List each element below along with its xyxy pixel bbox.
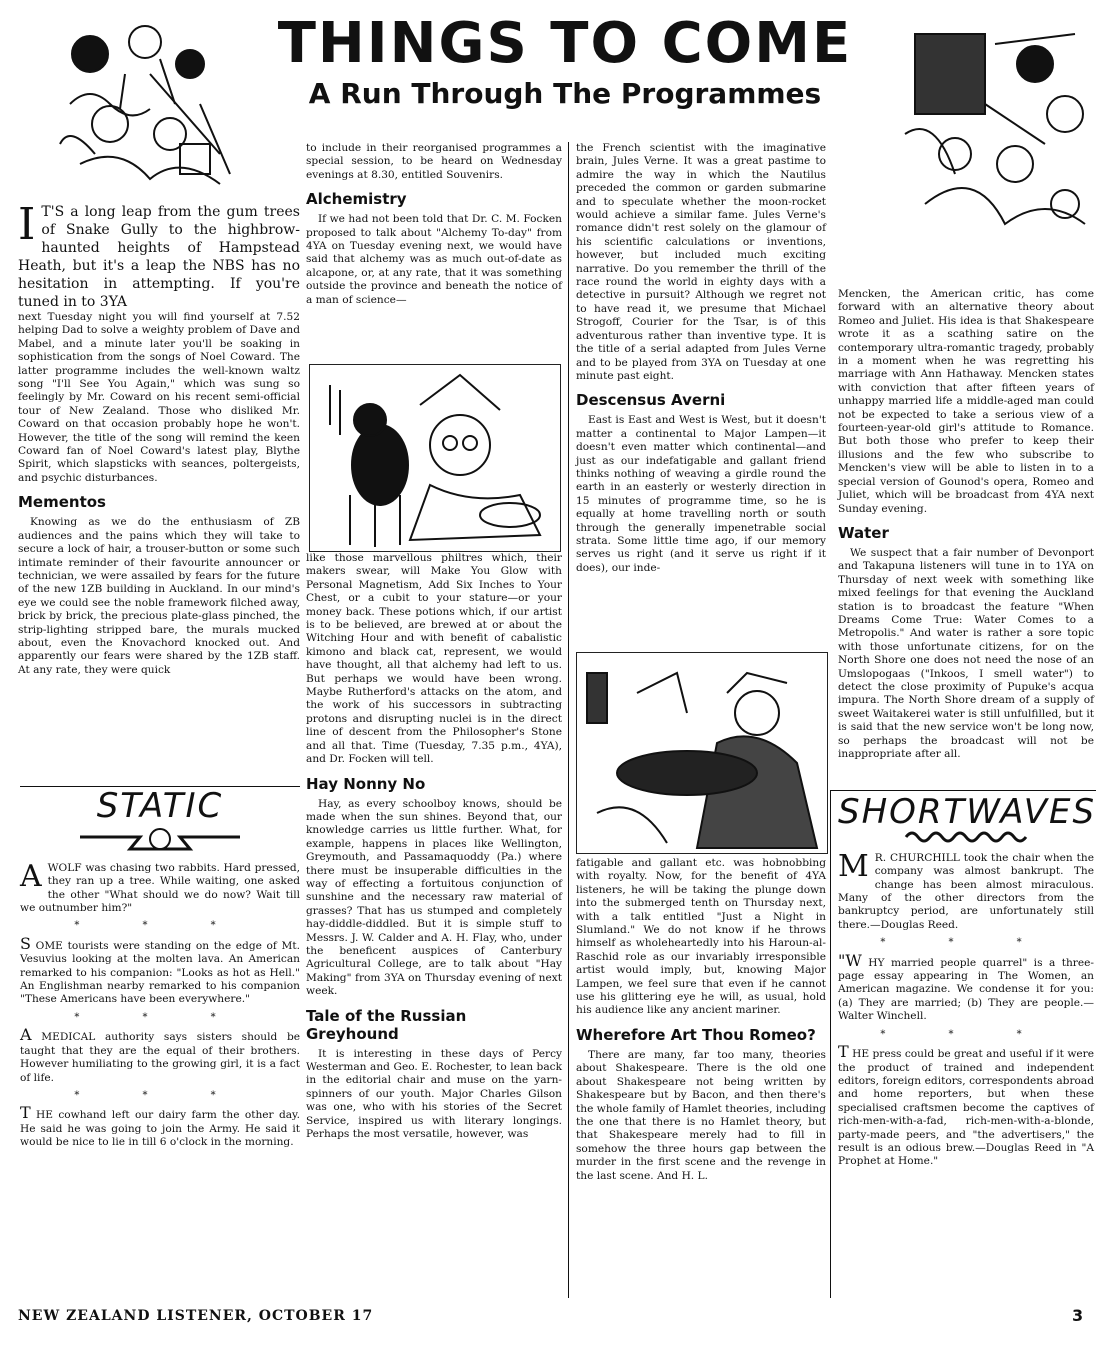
column-rule [568, 142, 569, 1298]
static-title: STATIC [96, 786, 224, 826]
band-illustration [50, 14, 240, 194]
section-body: If we had not been told that Dr. C. M. Focken proposed to talk about "Alchemy To-day" from 4YA on Tuesday evening next, we would have said that alchemy was as much out-of-date as alcapone, or, at any rate, that it was something outside the province and beneath the notice of a man of science— [306, 213, 562, 306]
static-item: S OME tourists were standing on the edge of Mt. Vesuvius looking at the molten lava. An American remarked to his companion: "Looks as hot as Hell." An Englishman nearby remarked to his companion "These Americans have been everywhere." [20, 933, 300, 1006]
section-body: There are many, far too many, theories about Shakespeare. There is the old one about Shakespeare not being written by Shakespeare but by Bacon, and then there's the whole family of Hamlet theories, including the one that there is no Hamlet theory, but that Shakespeare merely had to fill in somehow the three hours gap between the murder in the first scene and the revenge in the last scene. And H. L. [576, 1048, 826, 1182]
masthead [240, 12, 890, 112]
divider [830, 790, 1096, 791]
star-separator: * * * [74, 1089, 246, 1101]
wave-icon [838, 823, 1094, 847]
intro-lead [18, 199, 300, 311]
column-2-cont [306, 552, 562, 1141]
star-separator: * * * [74, 920, 246, 932]
singers-illustration [895, 14, 1100, 244]
section-body: fatigable and gallant etc. was hobnobbing with royalty. Now, for the benefit of 4YA listeners, he will be taking the plunge down into the submerged tenth on Thursday next, with a talk entitled "Just a Night in Slumland." We do not know if he throws himself as wholeheartedly into his Haroun-al-Raschid role as our invariably irresponsible artist would imply, but, knowing Major Lampen, we feel sure that even if he cannot use his glittering eye he will, as usual, hold his audience like any ancient mariner. [576, 857, 826, 1017]
star-separator: * * * [880, 937, 1052, 949]
intro-body: next Tuesday night you will find yourself at 7.52 helping Dad to solve a weighty problem of Dave and Mabel, and a minute later you'll be soaking in sophistication from the songs of Noel Coward. The latter programme includes the well-known waltz song "I'll See You Again," which was sung so feelingly by Mr. Coward on his recent semi-official tour of New Zealand. Those who disliked Mr. Coward on that occasion probably hope he won't. However, the title of the song will remind the keen Coward fan of Noel Coward's latest play, Blythe Spirit, which slapsticks with seances, poltergeists, and psychic disturbances. [18, 311, 300, 484]
star-separator: * * * [74, 1011, 246, 1023]
page-title: THINGS TO COME [277, 11, 853, 76]
section-body: the French scientist with the imaginative brain, Jules Verne. It was a great pastime to admire the way in which the Nautilus preceded the common or garden submarine and to speculate whether the moon-rocket would achieve a similar fame. Jules Verne's romance didn't rest solely on the glamour of his scientific calculations or inventions, however, but included much exciting narrative. Do you remember the thrill of the race round the world in eighty days with a detective in pursuit? Although we regret not to have read it, we presume that Michael Strogoff, Courier for the Tsar, is of this adventurous rather than inventive type. It is the title of a serial adapted from Jules Verne and to be played from 3YA on Tuesday at one minute past eight. [576, 142, 826, 382]
shortwaves-box [838, 792, 1097, 1169]
section-heading: Descensus Averni [576, 391, 726, 410]
intro-lead-text: T'S a long leap from the gum trees of Snake Gully to the highbrow-haunted heights of Hampstead Heath, but it's a leap the NBS has no hesitation in attempting. If you're tuned in to 3YA [18, 204, 300, 310]
section-heading: Mementos [18, 493, 106, 512]
page-number: 3 [1072, 1306, 1084, 1325]
page-subtitle: A Run Through The Programmes [308, 77, 822, 110]
column-4 [838, 288, 1094, 761]
static-item: A MEDICAL authority says sisters should be taught that they are the equal of their brothers. However humiliating to the growing girl, it is a fact of life. [20, 1025, 301, 1084]
static-zigzag-icon [20, 817, 300, 857]
section-heading: Wherefore Art Thou Romeo? [576, 1025, 816, 1044]
shortwaves-item: M R. CHURCHILL took the chair when the company was almost bankrupt. The change has been almost miraculous. Many of the other directors from the bankruptcy period, are unfortunately still there.—Douglas Reed. [838, 848, 1094, 931]
section-heading: Tale of the Russian Greyhound [306, 1006, 467, 1043]
section-body: to include in their reorganised programmes a special session, to be heard on Wednesday evenings at 8.30, entitled Souvenirs. [306, 142, 562, 181]
column-1 [18, 199, 300, 677]
slumland-illustration [576, 652, 828, 854]
section-body: Mencken, the American critic, has come forward with an alternative theory about Romeo and Juliet. His idea is that Shakespeare wrote it as a scathing satire on the contemporary ultra-romantic tragedy, probably in a moment when he was regretting his marriage with Ann Hathaway. Mencken states with conviction that after fifteen years of unhappy married life a middle-aged man could not be expected to take a serious view of a fourteen-year-old girl's attitude to Romance. But both those who prefer to keep their illusions and the few who subscribe to Mencken's view will be able to listen in to a special version of Gounod's opera, Romeo and Juliet, which will be broadcast from 4YA next Sunday evening. [838, 288, 1094, 515]
section-body: like those marvellous philtres which, their makers swear, will Make You Glow with Personal Magnetism, Add Six Inches to Your Chest, or a cubit to your stature—or your money back. These potions which, if our artist is to be believed, are brewed at or about the Witching Hour and with benefit of cabalistic kimono and black cat, represent, we would have thought, all that alchemy had left to us. But perhaps we would have been wrong. Maybe Rutherford's attacks on the atom, and the work of his successors in subtracting protons and disrupting nuclei is in the direct line of descent from the Philosopher's Stone and all that. Time (Tuesday, 7.35 p.m., 4YA), and Dr. Focken will tell. [306, 552, 562, 766]
section-heading: Hay Nonny No [306, 774, 426, 793]
static-box [20, 786, 301, 1150]
section-body: East is East and West is West, but it doesn't matter a continental to Major Lampen—it doesn't even matter which continental—and just as our indefatigable and gallant friend thinks nothing of weaving a girdle round the earth in an easterly or westerly direction in 15 minutes of programme time, so he is equally at home travelling north or south through the generally impenetrable social strata. Some little time ago, if our memory serves us right (and it serve us right if it does), our inde- [576, 414, 826, 574]
alchemy-illustration [309, 364, 561, 552]
column-3 [576, 142, 826, 575]
section-body: We suspect that a fair number of Devonport and Takapuna listeners will tune in to 1YA on Thursday of next week with something like mixed feelings for that evening the Auckland station is to broadcast the feature "When Dreams Come True: Water Comes to a Metropolis." And water is rather a sore topic with those unfortunate citizens, for on the North Shore one does not need the nose of an Umslopogaas ("Inkoos, I smell water") to detect the close proximity of Pupuke's acqua impura. The North Shore dream of a supply of sweet Waitakerei water is still unfulfilled, but it is said that the new service won't be long now, so perhaps the broadcast will not be inappropriate after all. [838, 546, 1094, 760]
section-body: Knowing as we do the enthusiasm of ZB audiences and the pains which they will take to secure a lock of hair, a trouser-button or some such intimate reminder of their favourite announcer or technician, we were assailed by fears for the future of the new 1ZB building in Auckland. In our mind's eye we could see the noble framework filched away, brick by brick, the precious plate-glass pinched, the strip-lighting stripped bare, the murals mucked about, even the Knovachord knocked out. And apparently our fears were shared by the 1ZB staff. At any rate, they were quick [18, 516, 300, 676]
section-body: Hay, as every schoolboy knows, should be made when the sun shines. Beyond that, our knowledge carries us little further. What, for example, happens in places like Wellington, Greymouth, and Passamaquoddy (Pa.) where there must be insuperable difficulties in the way of effecting a fortuitous conjunction of sunshine and the necessary raw material of grasses? That has us stumped and completely hay-diddle-diddled. But it is simple stuff to Messrs. J. W. Calder and A. H. Flay, who, under the beneficent auspices of Canterbury Agricultural College, are to talk about "Hay Making" from 3YA on Thursday evening of next week. [306, 797, 562, 998]
footer-publication: NEW ZEALAND LISTENER, OCTOBER 17 [18, 1308, 374, 1324]
divider [830, 790, 831, 1298]
section-heading: Alchemistry [306, 190, 407, 209]
section-heading: Water [838, 523, 889, 542]
dropcap: I [18, 199, 36, 250]
static-item: A WOLF was chasing two rabbits. Hard pressed, they ran up a tree. While waiting, one asked the other "What should we do now? Wait till we outnumber him?" [20, 858, 300, 915]
shortwaves-title: SHORTWAVES [838, 792, 1097, 832]
shortwaves-item: "W HY married people quarrel" is a three-page essay appearing in The Women, an American magazine. We condense it for you: (a) They are married; (b) They are people.—Walter Winchell. [838, 950, 1094, 1023]
star-separator: * * * [880, 1028, 1052, 1040]
column-3-cont [576, 857, 826, 1183]
section-body: It is interesting in these days of Percy Westerman and Geo. E. Rochester, to lean back in the editorial chair and muse on the yarn-spinners of our youth. Major Charles Gilson was one, who with his stories of the Secret Service, inspired us with literary longings. Perhaps the most versatile, however, was [306, 1047, 562, 1141]
column-2 [306, 142, 562, 307]
shortwaves-item: T HE press could be great and useful if it were the product of trained and independent editors, foreign editors, correspondents abroad and home reporters, but when these specialised craftsmen become the captives of rich-men-with-a-fad, rich-men-with-a-blonde, party-made peers, and "the advertisers," the result is an odious brew.—Douglas Reed in "A Prophet at Home." [838, 1042, 1095, 1168]
static-item: T HE cowhand left our dairy farm the other day. He said he was going to join the Army. He said it would be nice to lie in till 6 o'clock in the morning. [20, 1103, 300, 1149]
